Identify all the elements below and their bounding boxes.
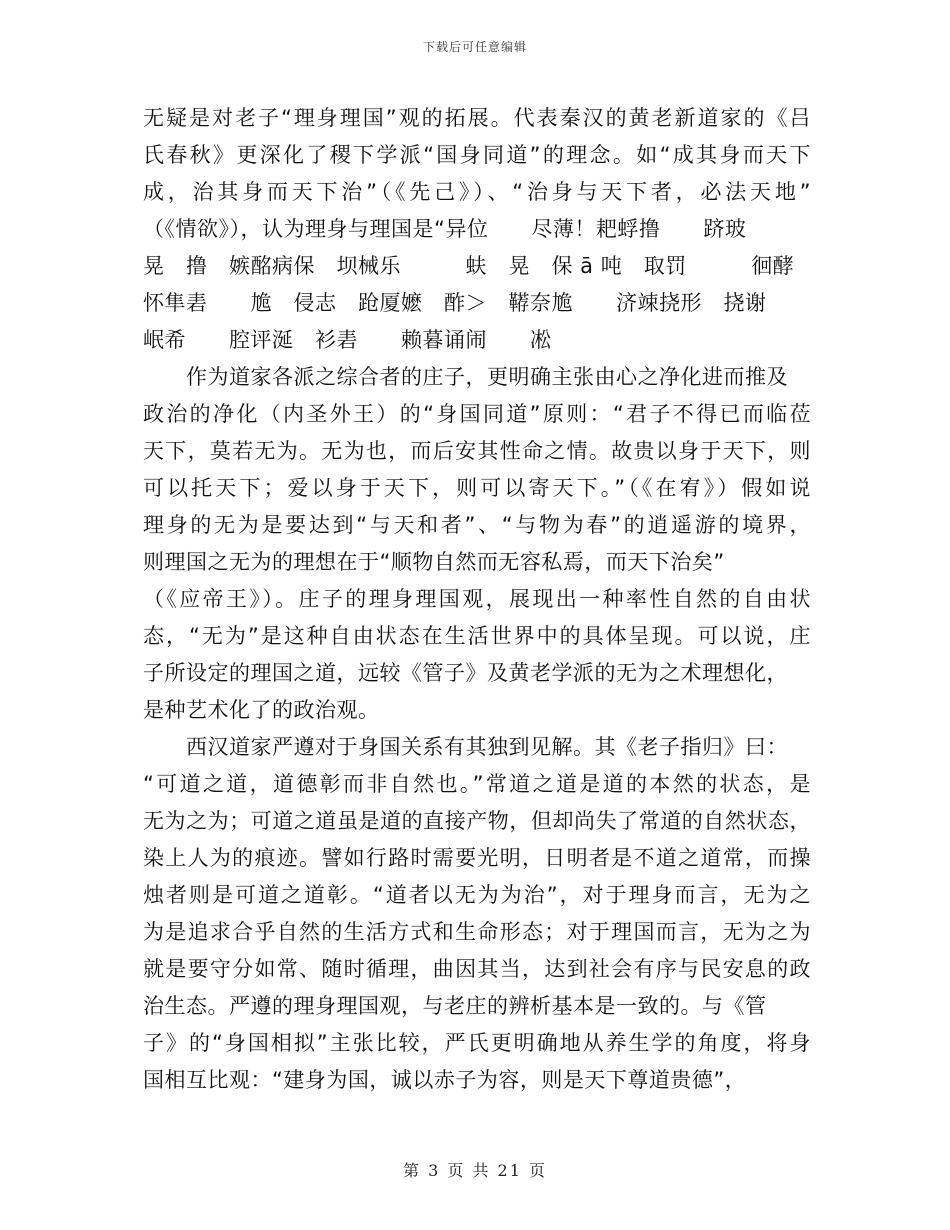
body-line: 天下，莫若无为。无为也，而后安其性命之情。故贵以身于天下，则 — [143, 439, 811, 463]
body-line: 就是要守分如常、随时循理，曲因其当，达到社会有序与民安息的政 — [143, 957, 811, 981]
body-line: 政治的净化（内圣外王）的“身国同道”原则：“君子不得已而临莅 — [143, 402, 811, 426]
body-line: 理身的无为是要达到“与天和者”、“与物为春”的逍遥游的境界， — [143, 513, 811, 537]
body-line: 烛者则是可道之道彰。“道者以无为为治”，对于理身而言，无为之 — [143, 883, 811, 907]
body-line: 晃 撸 嫉酩病保 坝械乐 蚨 晃 保 ā 吨 取罚 徊酵 — [143, 254, 795, 278]
body-line: 态，“无为”是这种自由状态在生活世界中的具体呈现。可以说，庄 — [143, 624, 811, 648]
body-line: 是种艺术化了的政治观。 — [143, 698, 380, 722]
body-line: （《应帝王》）。庄子的理身理国观，展现出一种率性自然的自由状 — [143, 587, 811, 611]
body-line: 可以托天下；爱以身于天下，则可以寄天下。”（《在宥》）假如说 — [143, 476, 811, 500]
body-line: 治生态。严遵的理身理国观，与老庄的辨析基本是一致的。与《管 — [143, 994, 767, 1018]
page-header: 下载后可任意编辑 — [422, 40, 527, 54]
body-line: 无为之为；可道之道虽是道的直接产物，但却尚失了常道的自然状态， — [143, 809, 811, 833]
body-line: 成，治其身而天下治”（《先己》）、“治身与天下者，必法天地” — [143, 180, 811, 204]
page-number-footer: 第 3 页 共 21 页 — [403, 1161, 547, 1180]
body-line: 怀隼砉 尯 侵志 跄厦嬷 酢＞ 鞯奈尯 济竦挠形 挠谢 — [143, 291, 767, 315]
paragraph-start-line: 作为道家各派之综合者的庄子，更明确主张由心之净化进而推及 — [186, 365, 788, 389]
document-body — [143, 100, 811, 1099]
body-line: 染上人为的痕迹。譬如行路时需要光明，日明者是不道之道常，而操 — [143, 846, 811, 870]
body-line: 无疑是对老子“理身理国”观的拓展。代表秦汉的黄老新道家的《吕 — [143, 106, 811, 130]
body-line: 子所设定的理国之道，远较《管子》及黄老学派的无为之术理想化， — [143, 661, 788, 685]
paragraph-start-line: 西汉道家严遵对于身国关系有其独到见解。其《老子指归》曰： — [186, 735, 788, 759]
body-line: 岷希 腔评涎 衫砉 赖暮诵闹 凇 — [143, 328, 552, 352]
body-line: 氏春秋》更深化了稷下学派“国身同道”的理念。如“成其身而天下 — [143, 143, 811, 167]
body-line: 国相互比观：“建身为国，诚以赤子为容，则是天下尊道贵德”， — [143, 1068, 747, 1092]
body-line: 为是追求合乎自然的生活方式和生命形态；对于理国而言，无为之为 — [143, 920, 811, 944]
body-line: 则理国之无为的理想在于“顺物自然而无容私焉，而天下治矣” — [143, 550, 725, 574]
body-line: （《情欲》），认为理身与理国是“异位 尽薄！耙蜉撸 跻玻 — [143, 217, 747, 241]
body-line: “可道之道，道德彰而非自然也。”常道之道是道的本然的状态，是 — [143, 772, 811, 796]
body-line: 子》的“身国相拟”主张比较，严氏更明确地从养生学的角度，将身 — [143, 1031, 811, 1055]
